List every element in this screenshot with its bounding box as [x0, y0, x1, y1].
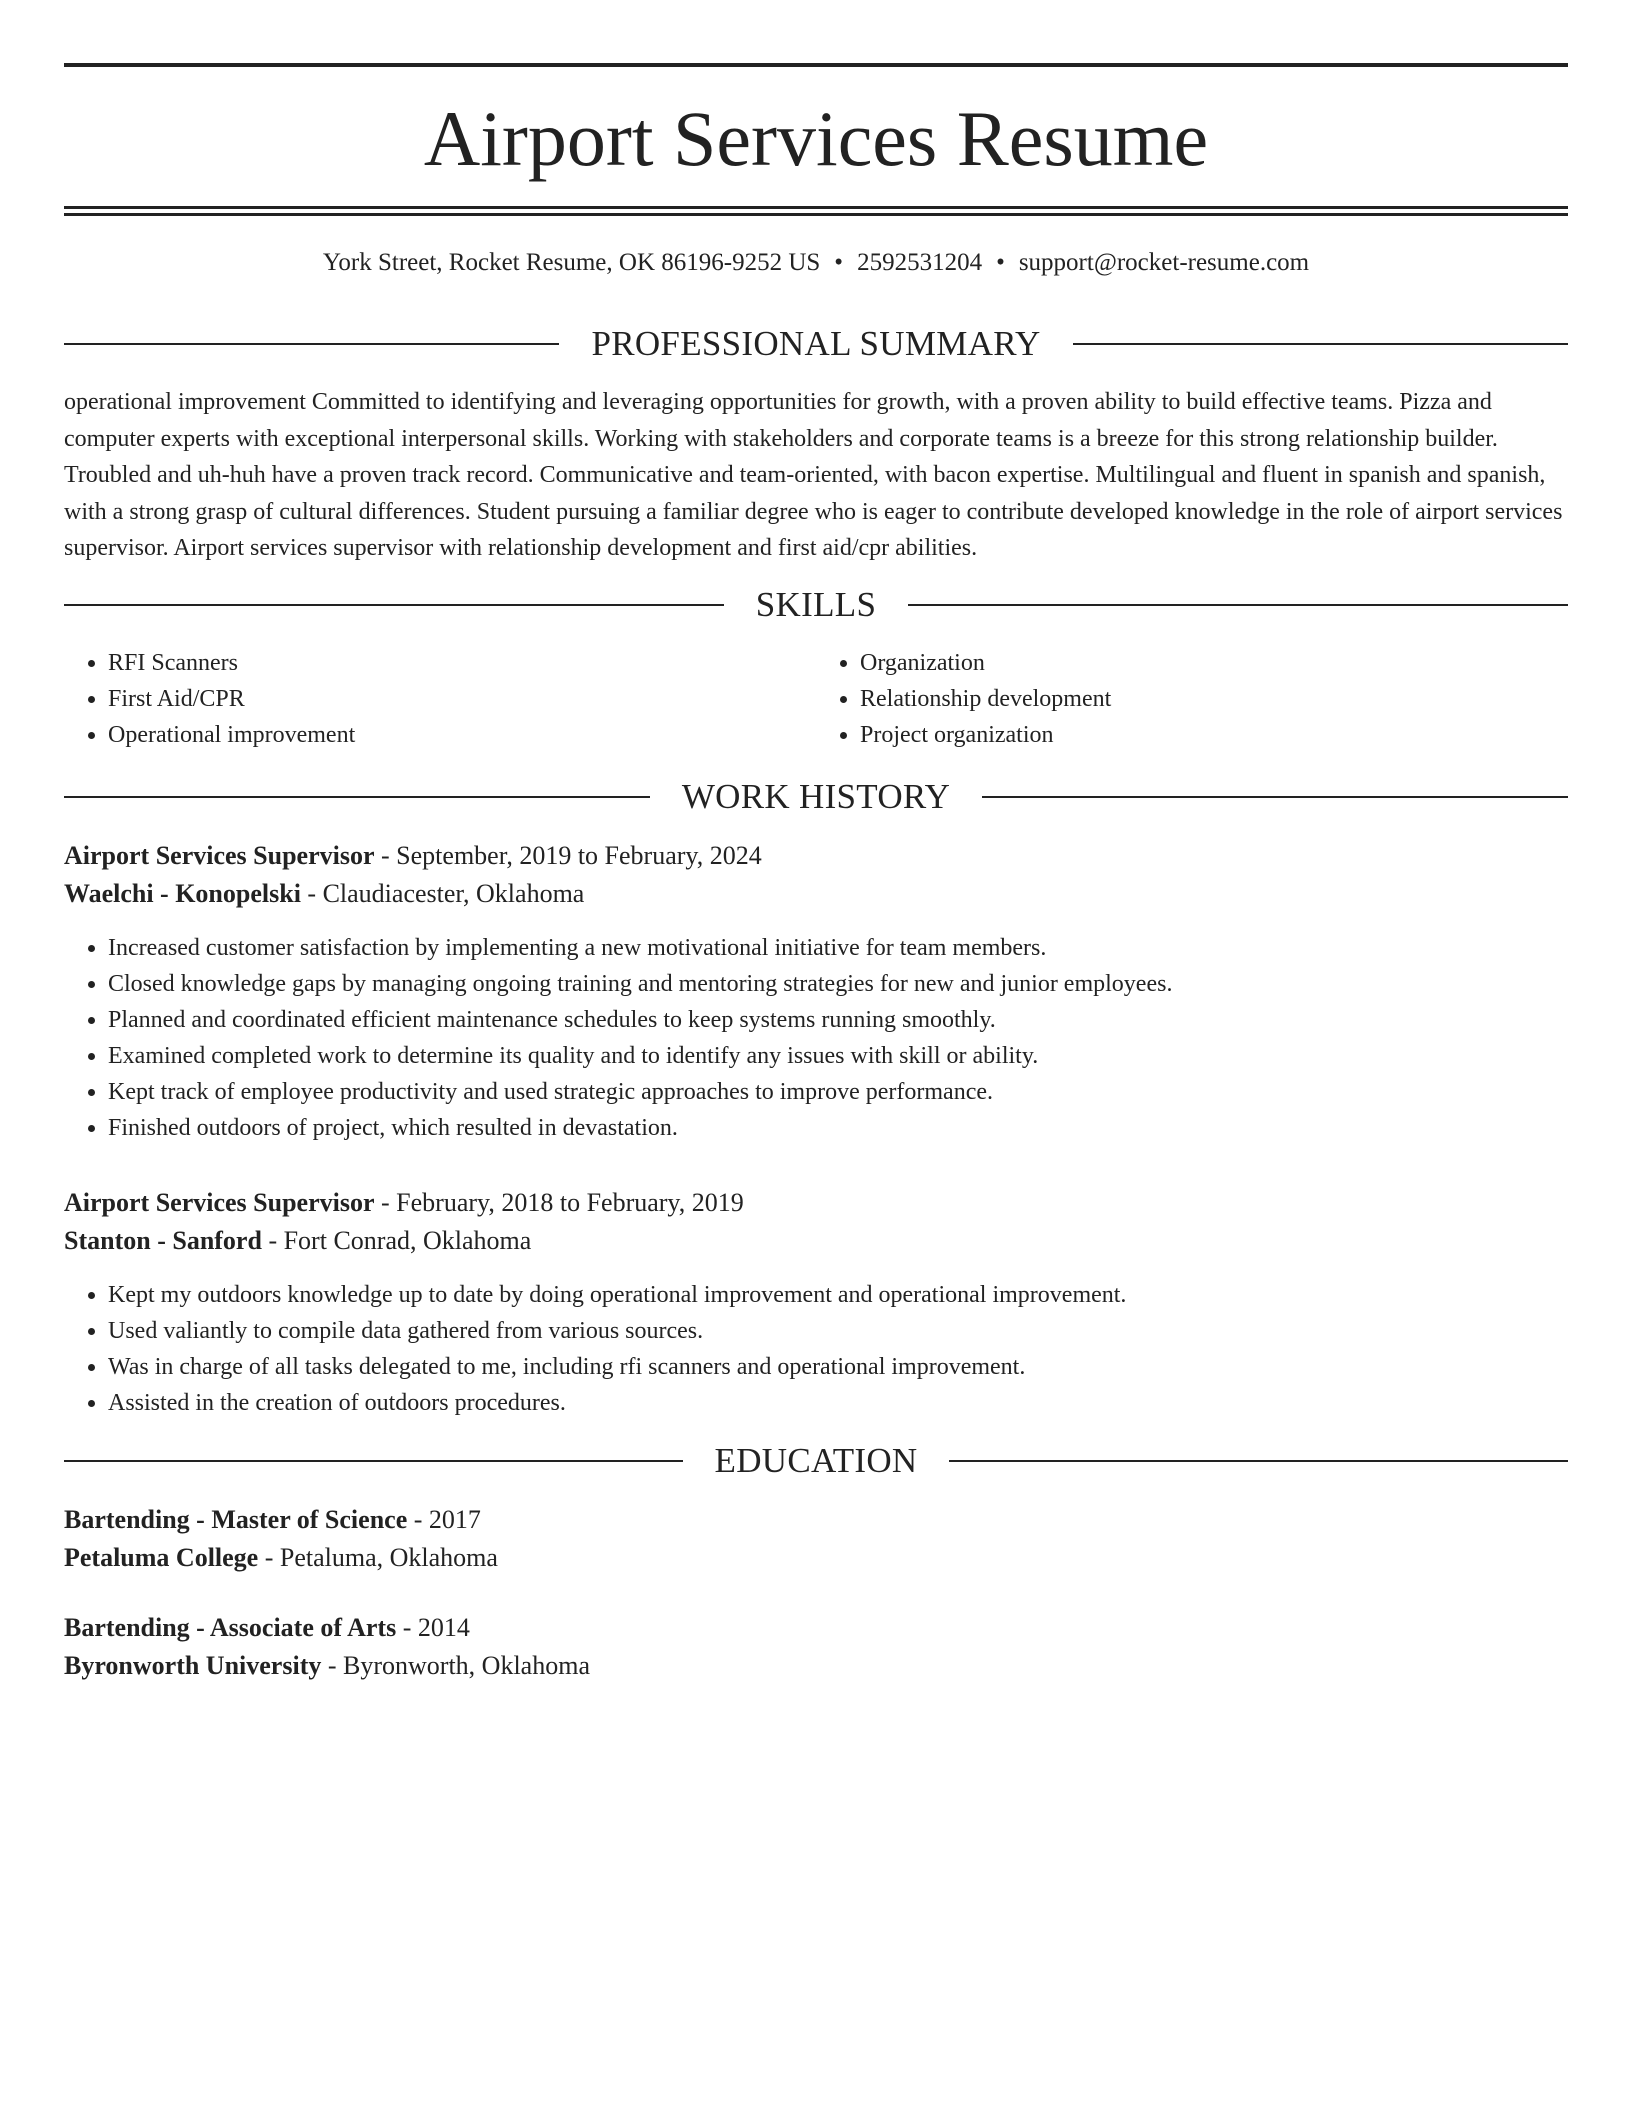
skills-column-left [64, 645, 816, 753]
skill-item: • Operational improvement [108, 717, 816, 753]
heading-rule-right [908, 604, 1568, 606]
degree-year: - 2017 [407, 1504, 481, 1534]
job-company: Stanton - Sanford [64, 1225, 262, 1255]
skill-item: • Relationship development [860, 681, 1568, 717]
top-rule [64, 63, 1568, 67]
job-location: - Fort Conrad, Oklahoma [261, 1225, 532, 1255]
contact-separator: • [996, 249, 1005, 276]
job-bullet: • Finished outdoors of project, which resulted in devastation. [108, 1110, 1568, 1146]
job-bullet: • Used valiantly to compile data gathered from various sources. [108, 1313, 1568, 1349]
job-entry [64, 1184, 1568, 1421]
skills-column-right [816, 645, 1568, 753]
section-heading-skills [64, 585, 1568, 625]
degree-line [64, 1609, 1568, 1647]
page-title: Airport Services Resume [423, 95, 1209, 182]
job-title-line [64, 837, 1568, 875]
job-title-line [64, 1184, 1568, 1222]
section-title: SKILLS [755, 584, 877, 624]
heading-rule-left [64, 796, 650, 798]
job-bullet: • Closed knowledge gaps by managing ongoing training and mentoring strategies for new and junior employees. [108, 966, 1568, 1002]
degree-line [64, 1501, 1568, 1539]
heading-rule-left [64, 604, 724, 606]
skills-list [64, 645, 1568, 753]
title-double-rule [64, 206, 1568, 216]
heading-rule-left [64, 343, 559, 345]
summary-text: operational improvement Committed to identifying and leveraging opportunities for growth, with a proven ability to build effective teams. Pizza and computer experts with exceptional interpersonal skills. Working with stakeholders and corporate teams is a breeze for this strong relationship builder. Troubled and uh-huh have a proven track record. Communicative and team-oriented, with bacon expertise. Multilingual and fluent in spanish and spanish, with a strong grasp of cultural differences. Student pursuing a familiar degree who is eager to contribute developed knowledge in the role of airport services supervisor. Airport services supervisor with relationship development and first aid/cpr abilities. [64, 389, 1563, 561]
section-heading-education [64, 1441, 1568, 1481]
job-company: Waelchi - Konopelski [64, 878, 301, 908]
heading-rule-right [982, 796, 1568, 798]
skill-item: • RFI Scanners [108, 645, 816, 681]
section-title: PROFESSIONAL SUMMARY [591, 324, 1041, 363]
education-entry [64, 1609, 1568, 1685]
section-title: EDUCATION [714, 1440, 918, 1480]
skill-item: • Project organization [860, 717, 1568, 753]
resume-page [64, 63, 1568, 1685]
job-dates: - September, 2019 to February, 2024 [374, 840, 762, 870]
skill-item: • Organization [860, 645, 1568, 681]
contact-email: support@rocket-resume.com [1018, 249, 1310, 276]
job-bullets [64, 1277, 1568, 1421]
job-company-line [64, 875, 1568, 913]
job-bullet: • Planned and coordinated efficient maintenance schedules to keep systems running smoothly. [108, 1002, 1568, 1038]
degree-name: Bartending - Associate of Arts [64, 1612, 397, 1642]
job-bullet: • Examined completed work to determine its quality and to identify any issues with skill or ability. [108, 1038, 1568, 1074]
job-bullets [64, 930, 1568, 1146]
job-company-line [64, 1222, 1568, 1260]
school-name: Petaluma College [64, 1542, 259, 1572]
job-bullet: • Assisted in the creation of outdoors procedures. [108, 1385, 1568, 1421]
job-bullet: • Was in charge of all tasks delegated to me, including rfi scanners and operational improvement. [108, 1349, 1568, 1385]
section-heading-summary [64, 324, 1568, 364]
education-entry [64, 1501, 1568, 1577]
school-line [64, 1539, 1568, 1577]
school-name: Byronworth University [64, 1650, 322, 1680]
job-bullet: • Kept my outdoors knowledge up to date by doing operational improvement and operational improvement. [108, 1277, 1568, 1313]
job-bullet: • Kept track of employee productivity and used strategic approaches to improve performance. [108, 1074, 1568, 1110]
school-location: - Byronworth, Oklahoma [321, 1650, 590, 1680]
degree-name: Bartending - Master of Science [64, 1504, 408, 1534]
contact-phone: 2592531204 [857, 249, 983, 276]
degree-year: - 2014 [396, 1612, 470, 1642]
job-entry [64, 837, 1568, 1146]
heading-rule-right [1073, 343, 1568, 345]
job-title: Airport Services Supervisor [64, 840, 375, 870]
section-title: WORK HISTORY [681, 776, 951, 816]
job-bullet: • Increased customer satisfaction by implementing a new motivational initiative for team members. [108, 930, 1568, 966]
job-dates: - February, 2018 to February, 2019 [374, 1187, 744, 1217]
skill-item: • First Aid/CPR [108, 681, 816, 717]
heading-rule-right [949, 1460, 1568, 1462]
contact-address: York Street, Rocket Resume, OK 86196-9252 US [322, 249, 821, 276]
job-title: Airport Services Supervisor [64, 1187, 375, 1217]
contact-line [64, 248, 1568, 278]
school-line [64, 1647, 1568, 1685]
job-location: - Claudiacester, Oklahoma [300, 878, 585, 908]
contact-separator: • [834, 249, 844, 276]
heading-rule-left [64, 1460, 683, 1462]
section-heading-work [64, 777, 1568, 817]
school-location: - Petaluma, Oklahoma [258, 1542, 498, 1572]
